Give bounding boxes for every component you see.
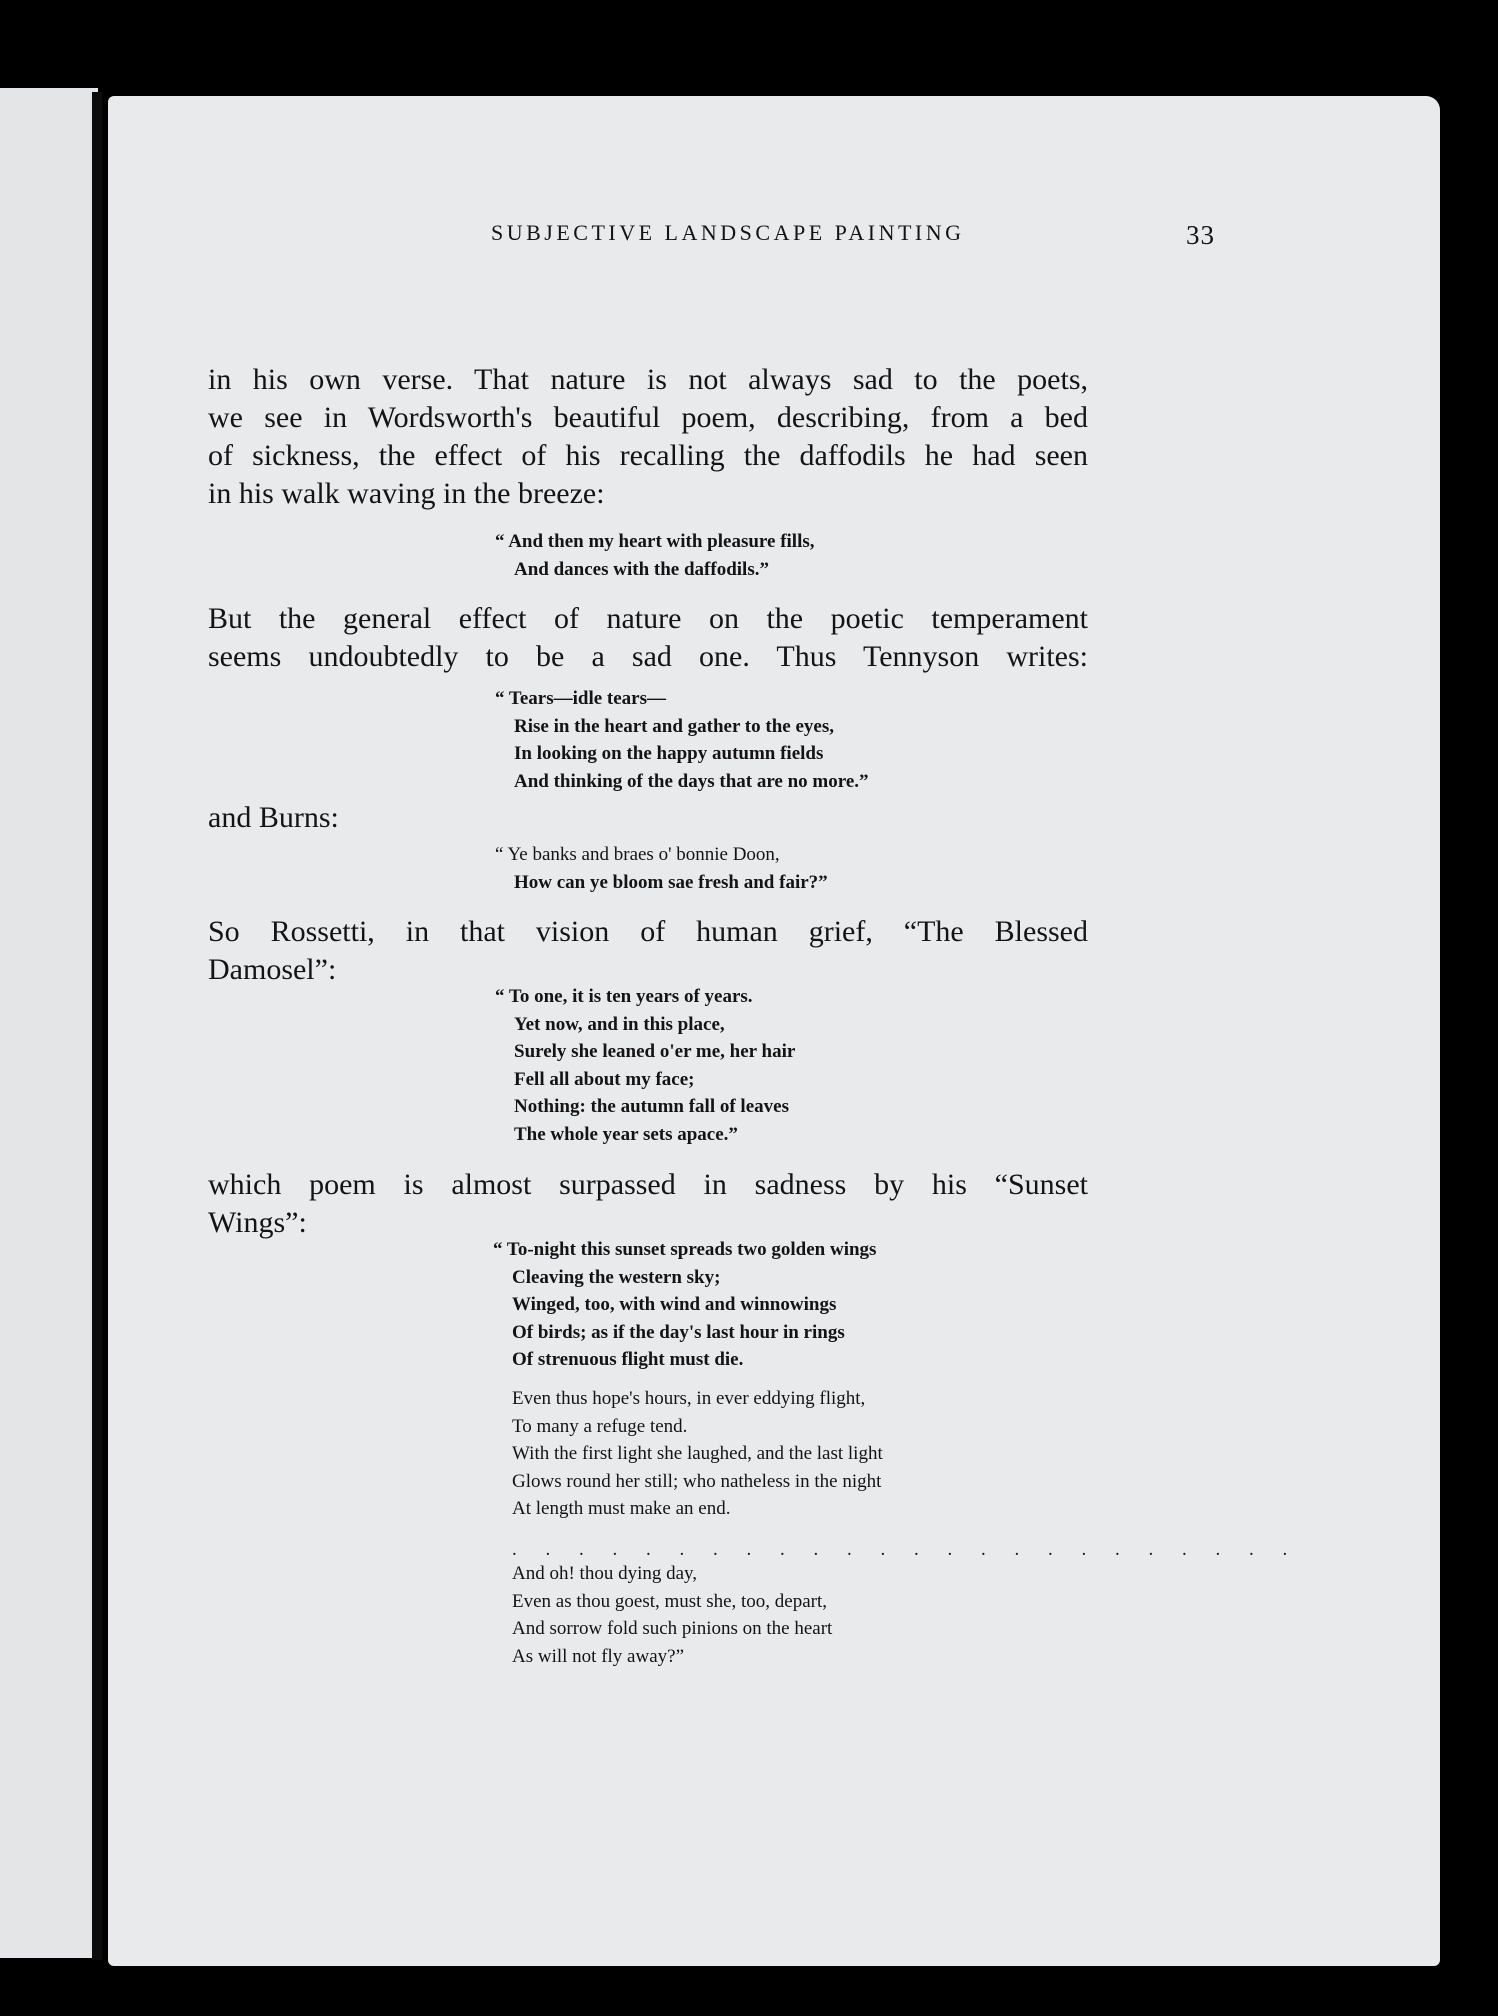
verse-line: And oh! thou dying day, (512, 1563, 698, 1584)
paragraph-burns (208, 799, 1088, 837)
paragraph-line: But the general effect of nature on the poetic temperament (208, 602, 1088, 635)
paragraph-sunset-wings (208, 1166, 1088, 1242)
verse-line: And thinking of the days that are no more.” (514, 770, 869, 792)
verse-line: “ To-night this sunset spreads two golden wings (493, 1239, 877, 1260)
verse-line: To many a refuge tend. (512, 1415, 688, 1437)
quote-wordsworth (495, 528, 815, 583)
quote-sunset-wings-stanza-1 (493, 1236, 877, 1374)
quote-blessed-damosel (495, 983, 796, 1148)
verse-line: And dances with the daffodils.” (514, 558, 769, 580)
verse-line: At length must make an end. (512, 1498, 731, 1519)
paragraph-line: Damosel”: (208, 953, 337, 986)
paragraph-line: of sickness, the effect of his recalling the daffodils he had seen (208, 439, 1088, 472)
previous-page-sliver (0, 88, 98, 1958)
paragraph-line: in his own verse. That nature is not always sad to the poets, (208, 363, 1088, 396)
verse-line: Surely she leaned o'er me, her hair (514, 1041, 796, 1062)
verse-line: “ Tears—idle tears— (495, 688, 666, 709)
verse-line: “ To one, it is ten years of years. (495, 986, 753, 1007)
verse-line: “ Ye banks and braes o' bonnie Doon, (495, 844, 780, 865)
paragraph-rossetti (208, 913, 1088, 989)
verse-line: Glows round her still; who natheless in the night (512, 1470, 882, 1492)
verse-line: Even as thou goest, must she, too, depart, (512, 1590, 828, 1612)
quote-tennyson (495, 685, 869, 795)
verse-line: “ And then my heart with pleasure fills, (495, 531, 815, 552)
paragraph-tennyson (208, 600, 1088, 676)
verse-line: Rise in the heart and gather to the eyes, (514, 715, 834, 737)
page-number: 33 (1186, 220, 1215, 250)
page-binding-edge (92, 92, 102, 1960)
paragraph-line: we see in Wordsworth's beautiful poem, describing, from a bed (208, 401, 1088, 434)
verse-line: As will not fly away?” (512, 1645, 685, 1667)
verse-line: Cleaving the western sky; (512, 1266, 721, 1288)
ellipsis-row: . . . . . . . . . . . . . . . . . . . . . . . . (512, 1539, 1300, 1560)
verse-line: With the first light she laughed, and the last light (512, 1443, 883, 1464)
paragraph-line: in his walk waving in the breeze: (208, 477, 605, 510)
verse-line: The whole year sets apace.” (514, 1123, 738, 1145)
verse-line: Even thus hope's hours, in ever eddying flight, (512, 1388, 866, 1409)
verse-line: Of birds; as if the day's last hour in rings (512, 1321, 845, 1343)
paragraph-wordsworth (208, 361, 1088, 513)
verse-line: In looking on the happy autumn fields (514, 743, 824, 764)
verse-line: Yet now, and in this place, (514, 1013, 725, 1035)
running-head-title: SUBJECTIVE LANDSCAPE PAINTING (491, 220, 965, 245)
verse-line: Winged, too, with wind and winnowings (512, 1294, 837, 1315)
quote-sunset-wings-stanza-2 (512, 1385, 883, 1523)
verse-line: How can ye bloom sae fresh and fair?” (514, 871, 828, 893)
paragraph-line: seems undoubtedly to be a sad one. Thus Tennyson writes: (208, 640, 1088, 673)
paragraph-line: Wings”: (208, 1206, 307, 1239)
paragraph-line: and Burns: (208, 801, 339, 834)
verse-line: Of strenuous flight must die. (512, 1349, 744, 1370)
verse-line: Fell all about my face; (514, 1068, 695, 1090)
verse-line: And sorrow fold such pinions on the heart (512, 1618, 833, 1639)
paragraph-line: So Rossetti, in that vision of human grief, “The Blessed (208, 915, 1088, 948)
paragraph-line: which poem is almost surpassed in sadness by his “Sunset (208, 1168, 1088, 1201)
verse-line: Nothing: the autumn fall of leaves (514, 1096, 789, 1117)
quote-burns (495, 841, 828, 896)
quote-sunset-wings-stanza-3 (512, 1560, 832, 1670)
